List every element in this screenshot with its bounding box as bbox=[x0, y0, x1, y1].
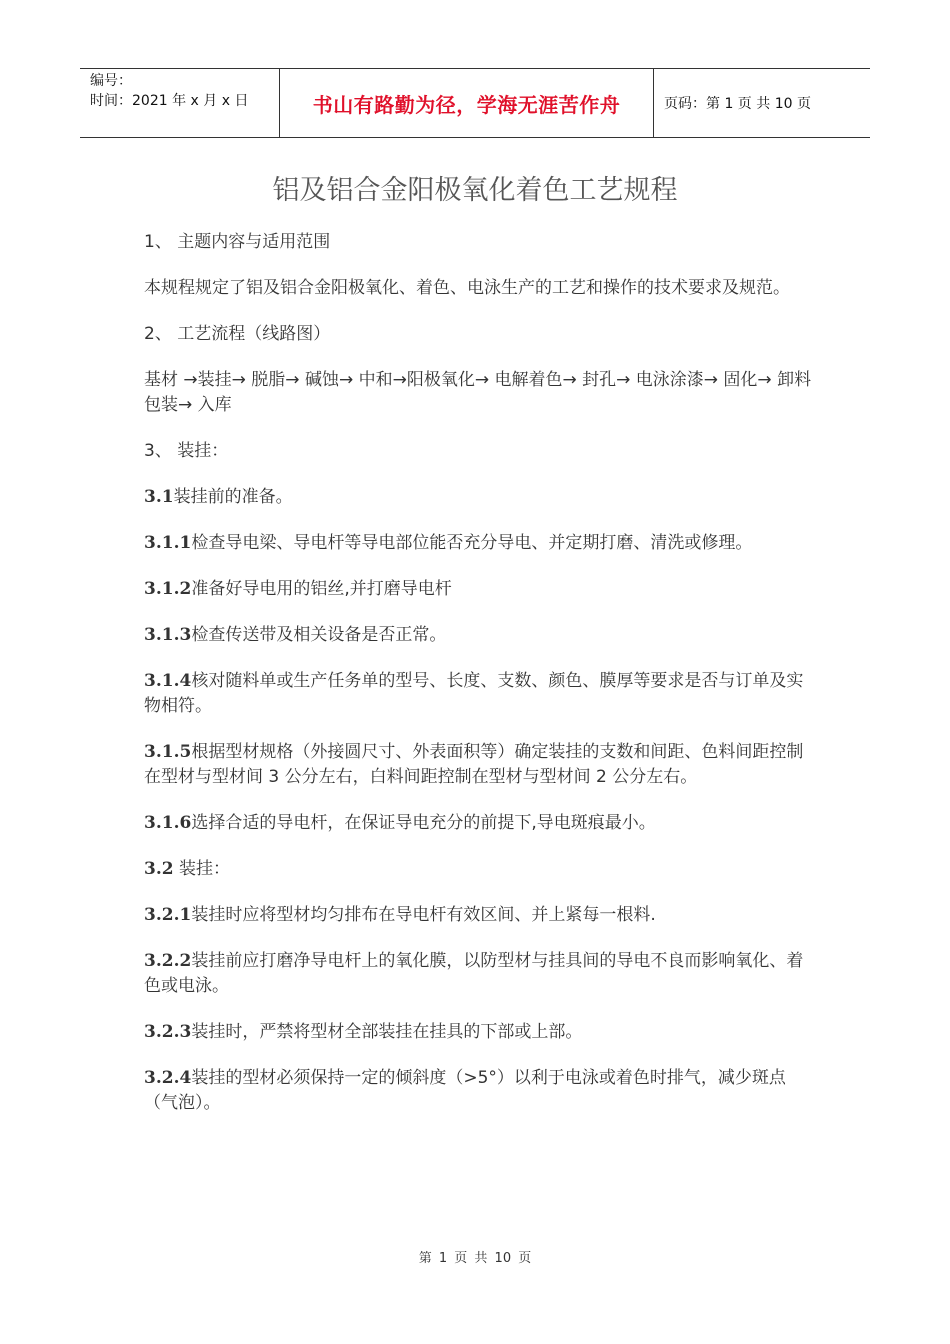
date-label: 时间：2021 年 x 月 x 日 bbox=[90, 93, 249, 109]
paragraph: 3.1.3检查传送带及相关设备是否正常。 bbox=[144, 625, 447, 645]
paragraph: 1、 主题内容与适用范围 bbox=[144, 232, 331, 252]
number-label: 编号： bbox=[90, 73, 132, 89]
document-body bbox=[144, 230, 814, 1137]
header-motto: 书山有路勤为径，学海无涯苦作舟 bbox=[280, 69, 654, 137]
paragraph: 3.1.4核对随料单或生产任务单的型号、长度、支数、颜色、膜厚等要求是否与订单及实物相符。 bbox=[144, 671, 804, 716]
paragraph: 2、 工艺流程（线路图） bbox=[144, 324, 331, 344]
document-title: 铝及铝合金阳极氧化着色工艺规程 bbox=[272, 175, 678, 206]
paragraph: 3.2 装挂： bbox=[144, 859, 230, 879]
paragraph: 3.2.4装挂的型材必须保持一定的倾斜度（>5°）以利于电泳或着色时排气，减少斑点（气泡）。 bbox=[144, 1068, 786, 1113]
paragraph: 3.2.1装挂时应将型材均匀排布在导电杆有效区间、并上紧每一根料. bbox=[144, 905, 656, 925]
header-meta bbox=[80, 69, 280, 137]
header-table bbox=[80, 68, 870, 138]
page-footer: 第 1 页 共 10 页 bbox=[418, 1251, 532, 1266]
paragraph: 本规程规定了铝及铝合金阳极氧化、着色、电泳生产的工艺和操作的技术要求及规范。 bbox=[144, 278, 790, 298]
paragraph: 3.1.6选择合适的导电杆，在保证导电充分的前提下,导电斑痕最小。 bbox=[144, 813, 656, 833]
paragraph: 3.2.3装挂时，严禁将型材全部装挂在挂具的下部或上部。 bbox=[144, 1022, 583, 1042]
paragraph: 3.1.5根据型材规格（外接圆尺寸、外表面积等）确定装挂的支数和间距、色料间距控制在型材与型材间 3 公分左右，白料间距控制在型材与型材间 2 公分左右。 bbox=[144, 742, 804, 787]
header-page-info: 页码：第 1 页 共 10 页 bbox=[664, 96, 811, 112]
paragraph: 3.2.2装挂前应打磨净导电杆上的氧化膜，以防型材与挂具间的导电不良而影响氧化、着色或电泳。 bbox=[144, 951, 804, 996]
paragraph: 3、 装挂： bbox=[144, 441, 229, 461]
paragraph: 基材 →装挂→ 脱脂→ 碱蚀→ 中和→阳极氧化→ 电解着色→ 封孔→ 电泳涂漆→ 固化→ 卸料包装→ 入库 bbox=[144, 370, 812, 415]
paragraph: 3.1.2准备好导电用的铝丝,并打磨导电杆 bbox=[144, 579, 452, 599]
paragraph: 3.1.1检查导电梁、导电杆等导电部位能否充分导电、并定期打磨、清洗或修理。 bbox=[144, 533, 753, 553]
paragraph: 3.1装挂前的准备。 bbox=[144, 487, 293, 507]
